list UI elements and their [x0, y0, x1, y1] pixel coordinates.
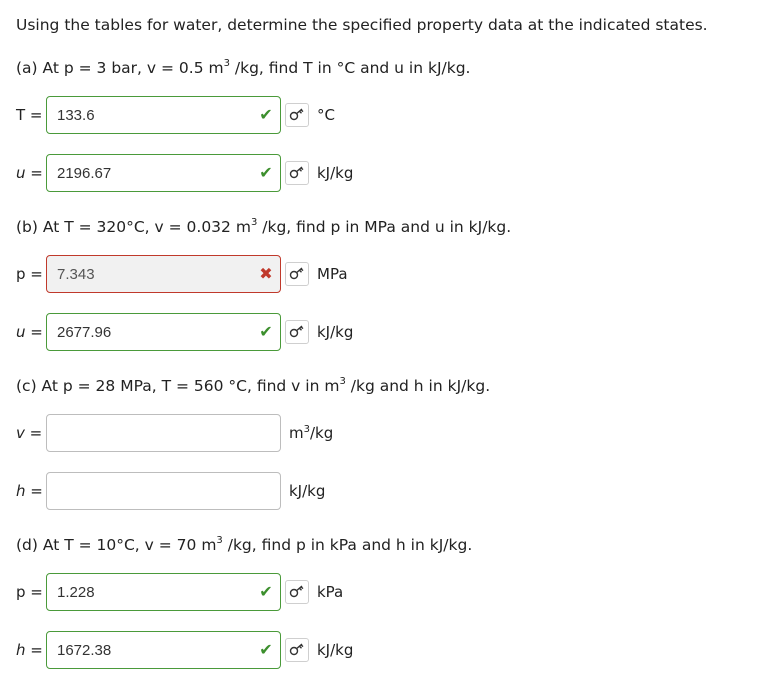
key-icon[interactable]	[285, 262, 309, 286]
part-b-u-unit: kJ/kg	[317, 323, 354, 341]
part-b-u-label: u =	[16, 323, 43, 341]
part-c-v-row	[16, 414, 333, 452]
part-d-p-row	[16, 573, 343, 611]
check-mark-icon: ✔	[259, 322, 273, 341]
part-c-h-row	[16, 472, 325, 510]
part-b-p-row	[16, 255, 348, 293]
part-c-v-input[interactable]	[46, 414, 281, 452]
part-b-p-input[interactable]	[46, 255, 281, 293]
part-b-u-input[interactable]	[46, 313, 281, 351]
x-mark-icon: ✖	[259, 264, 273, 283]
part-d-h-row	[16, 631, 353, 669]
part-c-h-input[interactable]	[46, 472, 281, 510]
part-a-T-input[interactable]	[46, 96, 281, 134]
part-a-u-row	[16, 154, 353, 192]
part-a-u-label: u =	[16, 164, 43, 182]
part-d-p-unit: kPa	[317, 583, 344, 601]
check-mark-icon: ✔	[259, 105, 273, 124]
part-d-h-label: h =	[16, 641, 43, 659]
part-d-p-label: p =	[16, 583, 43, 601]
part-d-prompt: (d) At T = 10°C, v = 70 $m^3$ /kg, find p in kPa and h in kJ/kg.	[16, 535, 473, 555]
key-icon[interactable]	[285, 580, 309, 604]
instructions: Using the tables for water, determine the specified property data at the indicated states.	[16, 16, 708, 34]
part-b-p-label: p =	[16, 265, 43, 283]
part-a-T-row	[16, 96, 335, 134]
part-a-u-unit: kJ/kg	[317, 164, 354, 182]
part-b-u-row	[16, 313, 353, 351]
part-a-prompt: (a) At p = 3 bar, v = 0.5 $m^3$ /kg, find T in °C and u in kJ/kg.	[16, 58, 471, 78]
check-mark-icon: ✔	[259, 163, 273, 182]
part-d-h-input[interactable]	[46, 631, 281, 669]
part-a-T-unit: °C	[317, 106, 335, 124]
part-b-p-unit: MPa	[317, 265, 348, 283]
part-a-T-label: T =	[16, 106, 43, 124]
key-icon[interactable]	[285, 320, 309, 344]
part-d-p-input[interactable]	[46, 573, 281, 611]
key-icon[interactable]	[285, 103, 309, 127]
part-c-v-unit: $m^3/kg$	[289, 424, 334, 442]
check-mark-icon: ✔	[259, 640, 273, 659]
part-d-h-unit: kJ/kg	[317, 641, 354, 659]
part-a-u-input[interactable]	[46, 154, 281, 192]
key-icon[interactable]	[285, 638, 309, 662]
part-b-prompt: (b) At T = 320°C, v = 0.032 $m^3$ /kg, find p in MPa and u in kJ/kg.	[16, 217, 512, 237]
part-c-v-label: v =	[16, 424, 43, 442]
check-mark-icon: ✔	[259, 582, 273, 601]
part-c-h-unit: kJ/kg	[289, 482, 326, 500]
part-c-h-label: h =	[16, 482, 43, 500]
part-c-prompt: (c) At p = 28 MPa, T = 560 °C, find v in $m^3$ /kg and h in kJ/kg.	[16, 376, 491, 396]
key-icon[interactable]	[285, 161, 309, 185]
